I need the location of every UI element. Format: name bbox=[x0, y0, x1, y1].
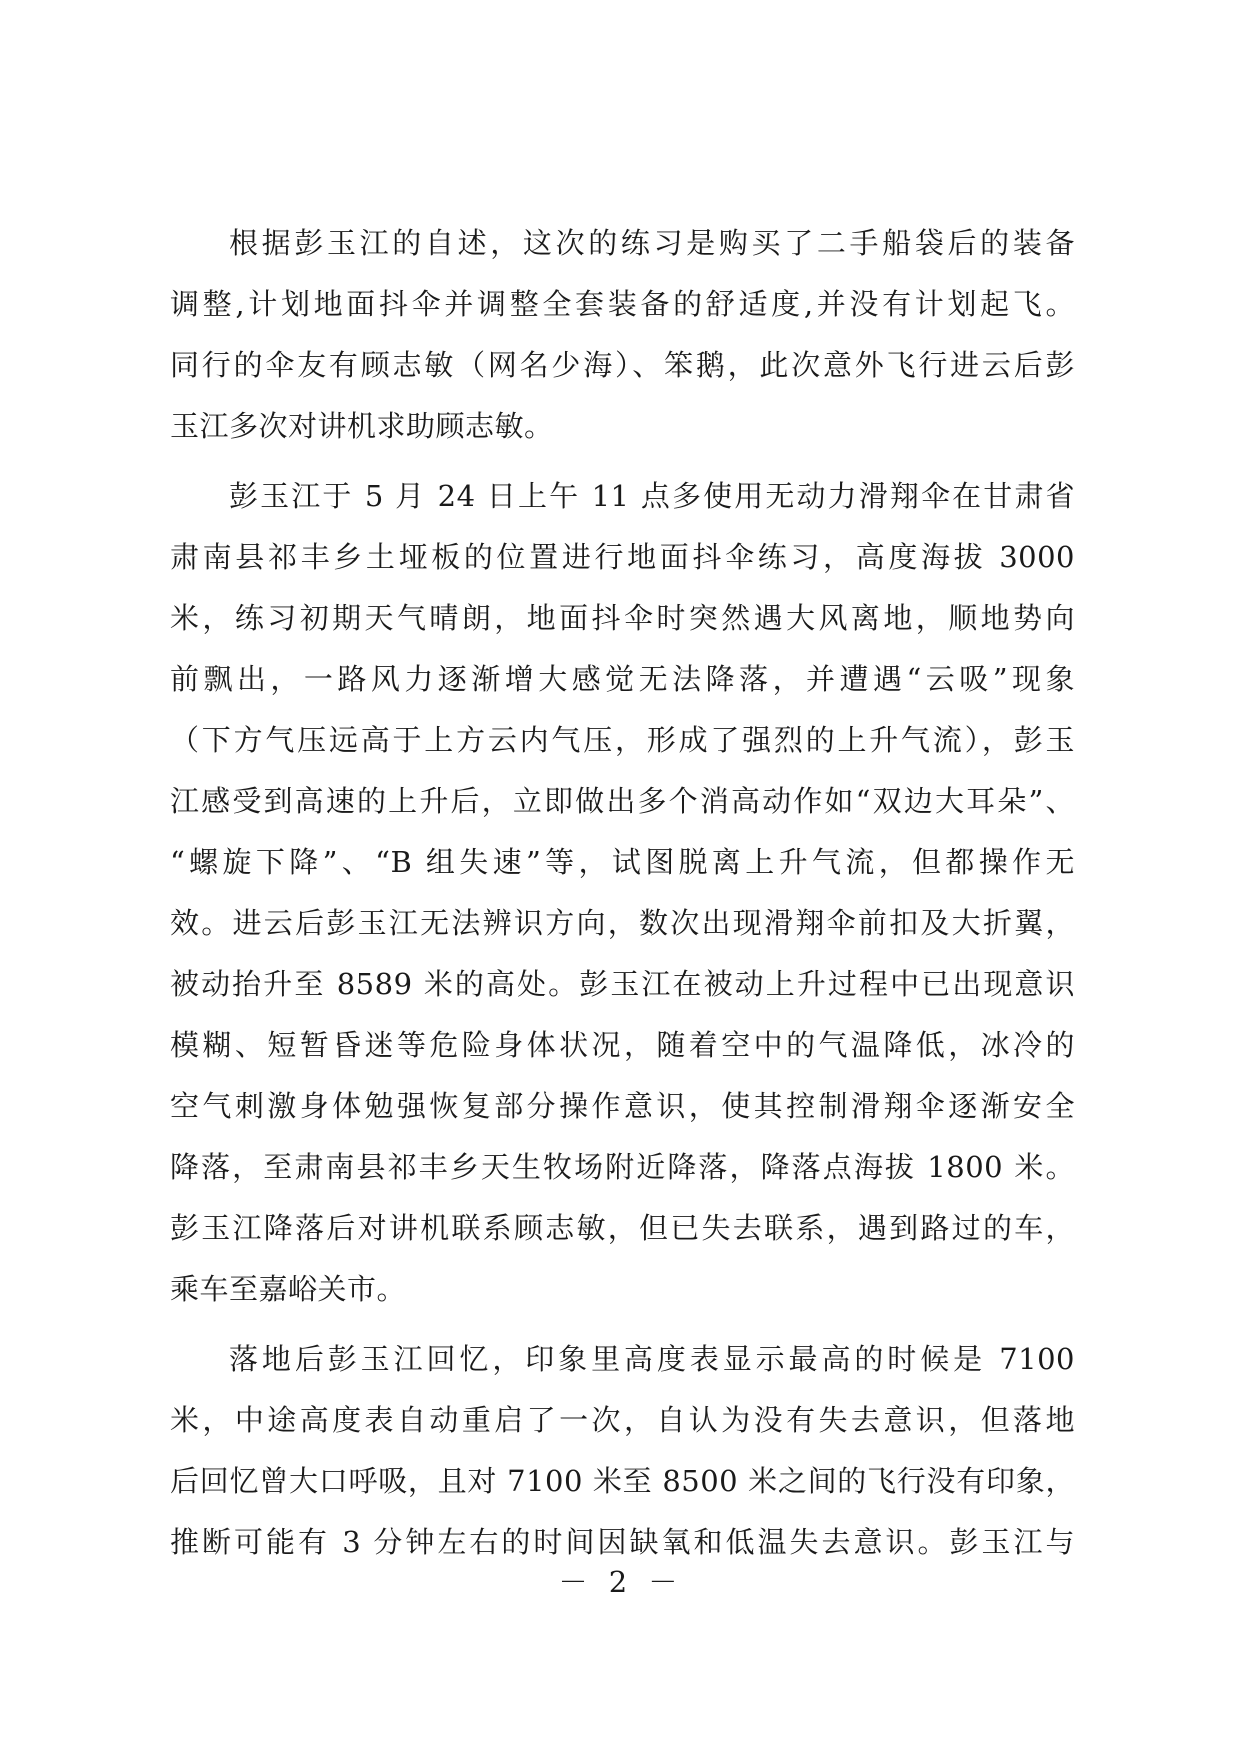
text-line: 彭玉江降落后对讲机联系顾志敏，但已失去联系，遇到路过的车， bbox=[170, 1211, 1075, 1245]
text-line: 彭玉江于 5 月 24 日上午 11 点多使用无动力滑翔伞在甘肃省 bbox=[229, 479, 1075, 513]
text-line: 根据彭玉江的自述，这次的练习是购买了二手船袋后的装备 bbox=[229, 226, 1075, 260]
text-line: “螺旋下降”、“B 组失速”等，试图脱离上升气流，但都操作无 bbox=[170, 845, 1075, 879]
text-line: 模糊、短暂昏迷等危险身体状况，随着空中的气温降低，冰冷的 bbox=[170, 1028, 1075, 1062]
text-line: 后回忆曾大口呼吸，且对 7100 米至 8500 米之间的飞行没有印象， bbox=[170, 1464, 1075, 1498]
paragraph-2 bbox=[170, 466, 1075, 1320]
text-line: 同行的伞友有顾志敏（网名少海）、笨鹅，此次意外飞行进云后彭 bbox=[170, 348, 1075, 382]
text-line: 江感受到高速的上升后，立即做出多个消高动作如“双边大耳朵”、 bbox=[170, 784, 1075, 818]
text-line: 米，练习初期天气晴朗，地面抖伞时突然遇大风离地，顺地势向 bbox=[170, 601, 1075, 635]
text-line: 降落，至肃南县祁丰乡天生牧场附近降落，降落点海拔 1800 米。 bbox=[170, 1150, 1075, 1184]
text-line: 落地后彭玉江回忆，印象里高度表显示最高的时候是 7100 bbox=[229, 1342, 1075, 1376]
paragraph-1 bbox=[170, 213, 1075, 457]
text-line: 乘车至嘉峪关市。 bbox=[170, 1272, 407, 1306]
text-line: 调整,计划地面抖伞并调整全套装备的舒适度,并没有计划起飞。 bbox=[170, 287, 1075, 321]
text-line: 效。进云后彭玉江无法辨识方向，数次出现滑翔伞前扣及大折翼， bbox=[170, 906, 1075, 940]
text-line: 前飘出，一路风力逐渐增大感觉无法降落，并遭遇“云吸”现象 bbox=[170, 662, 1075, 696]
text-line: 推断可能有 3 分钟左右的时间因缺氧和低温失去意识。彭玉江与 bbox=[170, 1525, 1075, 1559]
text-line: 米，中途高度表自动重启了一次，自认为没有失去意识，但落地 bbox=[170, 1403, 1075, 1437]
paragraph-3 bbox=[170, 1329, 1075, 1573]
text-line: 肃南县祁丰乡土垭板的位置进行地面抖伞练习，高度海拔 3000 bbox=[170, 540, 1075, 574]
text-line: （下方气压远高于上方云内气压，形成了强烈的上升气流），彭玉 bbox=[170, 723, 1075, 757]
text-line: 空气刺激身体勉强恢复部分操作意识，使其控制滑翔伞逐渐安全 bbox=[170, 1089, 1075, 1123]
text-line: 玉江多次对讲机求助顾志敏。 bbox=[170, 409, 554, 443]
page-number: － 2 － bbox=[558, 1565, 684, 1599]
body-text bbox=[170, 213, 1075, 1573]
text-line: 被动抬升至 8589 米的高处。彭玉江在被动上升过程中已出现意识 bbox=[170, 967, 1075, 1001]
